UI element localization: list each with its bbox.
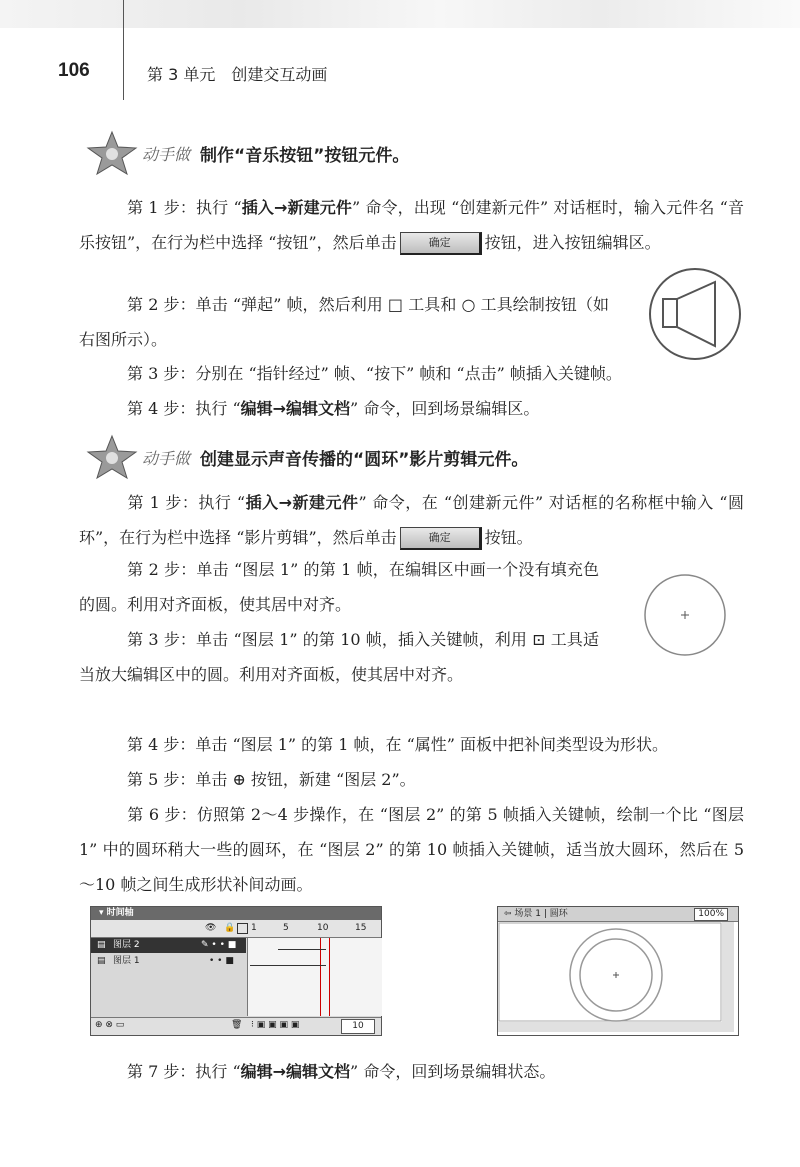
- s1-step4: 第 4 步：执行 “编辑→编辑文档” 命令，回到场景编辑区。: [127, 399, 540, 418]
- layer-row-selected[interactable]: [91, 938, 246, 953]
- s1-step2: 第 2 步：单击 “弹起” 帧，然后利用 □ 工具和 ○ 工具绘制按钮（如右图所示）。: [79, 295, 609, 349]
- timeline-panel: [90, 906, 382, 1036]
- stage-canvas: [498, 922, 736, 1032]
- layer-flags: • • ■: [209, 956, 234, 966]
- trash-icon[interactable]: 🗑: [231, 1020, 243, 1030]
- tween-arrow: [278, 942, 326, 950]
- section1-title: 制作“音乐按钮”按钮元件。: [200, 145, 410, 166]
- s2-step3: 第 3 步：单击 “图层 1” 的第 10 帧，插入关键帧，利用 ⊡ 工具适当放大编辑区中的圆。利用对齐面板，使其居中对齐。: [79, 630, 599, 684]
- pencil-icon: ✎ • • ■: [201, 940, 237, 950]
- s1-step3: 第 3 步：分别在 “指针经过” 帧、“按下” 帧和 “点击” 帧插入关键帧。: [127, 364, 622, 383]
- onion-skin-icons[interactable]: ⁝ ▣ ▣ ▣ ▣: [251, 1020, 300, 1030]
- ok-button: 确定: [400, 232, 482, 255]
- top-decoration: [0, 0, 800, 28]
- layer-name: 图层 2: [113, 940, 140, 950]
- outline-icon: [237, 923, 248, 934]
- timeline-title: ▾ 时间轴: [91, 907, 381, 920]
- unit-title: 第 3 单元 创建交互动画: [147, 65, 328, 84]
- do-it-label: 动手做: [142, 448, 191, 468]
- tween-arrow: [250, 958, 326, 966]
- stage-panel: [497, 906, 739, 1036]
- frame-label: 1: [251, 923, 257, 933]
- section2-header: [86, 434, 528, 480]
- section2-title: 创建显示声音传播的“圆环”影片剪辑元件。: [200, 449, 529, 470]
- layer-name: 图层 1: [113, 956, 140, 966]
- s2-step2: 第 2 步：单击 “图层 1” 的第 1 帧，在编辑区中画一个没有填充色的圆。利用对齐面板，使其居中对齐。: [79, 560, 599, 614]
- speaker-button-icon: [645, 264, 745, 364]
- section1-header: [86, 130, 409, 176]
- lock-icon: 🔒: [224, 923, 236, 933]
- scene-label: ⇦ 场景 1 | 圆环: [504, 909, 568, 919]
- timeline-ruler: [91, 920, 381, 938]
- frame-label: 15: [355, 923, 367, 933]
- layer-icon: ▤: [97, 956, 106, 966]
- current-frame: 10: [341, 1019, 375, 1034]
- s2-step6: 第 6 步：仿照第 2～4 步操作，在 “图层 2” 的第 5 帧插入关键帧，绘制一个比 “图层 1” 中的圆环稍大一些的圆环，在 “图层 2” 的第 10 帧插入关键帧，适当放大圆环，然后在 5～10 帧之间生成形状补间动画。: [79, 805, 744, 894]
- frame-label: 5: [283, 923, 289, 933]
- s2-step7: 第 7 步：执行 “编辑→编辑文档” 命令，回到场景编辑状态。: [127, 1062, 556, 1081]
- s2-step1: 第 1 步：执行 “插入→新建元件” 命令，在 “创建新元件” 对话框的名称框中输入 “圆环”，在行为栏中选择 “影片剪辑”，然后单击 确定 按钮。: [79, 485, 744, 555]
- star-icon: [86, 434, 138, 480]
- frame-label: 10: [317, 923, 329, 933]
- s2-step4: 第 4 步：单击 “图层 1” 的第 1 帧，在 “属性” 面板中把补间类型设为形状。: [127, 735, 669, 754]
- stage-toolbar: [498, 907, 738, 922]
- add-layer-icon[interactable]: ⊕ ⊗ ▭: [95, 1020, 125, 1030]
- star-icon: [86, 130, 138, 176]
- eye-icon: 👁: [205, 923, 217, 933]
- frames-area[interactable]: [247, 938, 382, 1016]
- do-it-label: 动手做: [142, 144, 191, 164]
- zoom-select[interactable]: 100%: [694, 908, 728, 921]
- s1-step1: 第 1 步：执行 “插入→新建元件” 命令，出现 “创建新元件” 对话框时，输入元件名 “音乐按钮”，在行为栏中选择 “按钮”，然后单击 确定 按钮，进入按钮编辑区。: [79, 190, 744, 260]
- layer-row[interactable]: [91, 954, 246, 969]
- circle-icon: [640, 570, 730, 660]
- page-number: 106: [58, 60, 90, 81]
- ok-button: 确定: [400, 527, 482, 550]
- layer-icon: ▤: [97, 940, 106, 950]
- timeline-footer: [91, 1017, 381, 1035]
- s2-step5: 第 5 步：单击 ⊕ 按钮，新建 “图层 2”。: [127, 770, 416, 789]
- header-divider: [123, 0, 124, 100]
